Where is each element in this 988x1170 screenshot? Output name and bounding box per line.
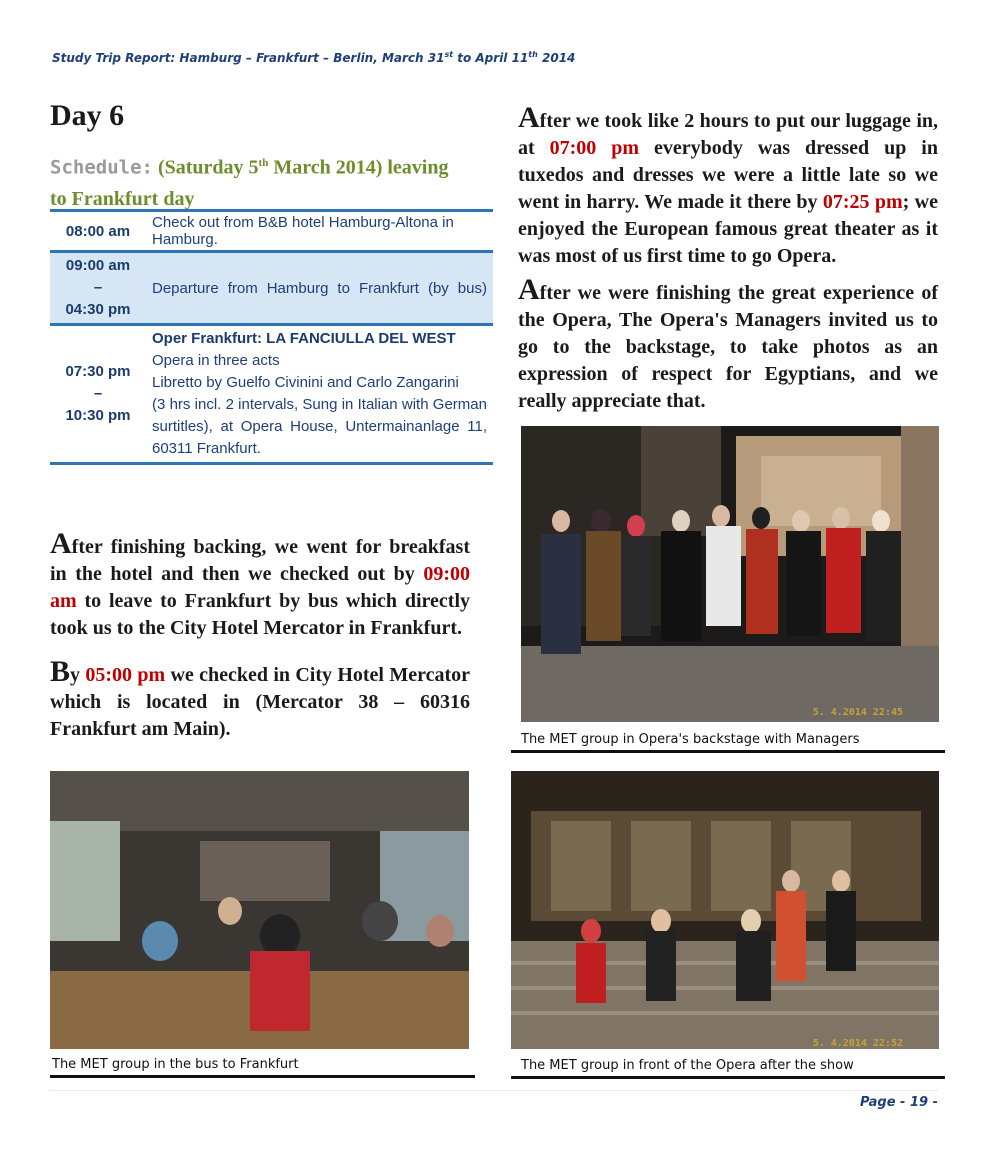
- photo-timestamp: 5. 4.2014 22:52: [812, 1038, 903, 1049]
- caption-rule: [50, 1075, 475, 1078]
- photo-caption: The MET group in front of the Opera after the show: [521, 1058, 854, 1073]
- time-cell: 08:00 am: [65, 222, 131, 240]
- photo-caption: The MET group in the bus to Frankfurt: [52, 1057, 299, 1072]
- day-title: Day 6: [50, 99, 125, 132]
- bus-photo: [50, 771, 469, 1049]
- opera-front-photo-image: [511, 771, 939, 1049]
- paragraph: By 05:00 pm we checked in City Hotel Mercator which is located in (Mercator 38 – 60316 Frankfurt am Main).: [50, 655, 471, 740]
- photo-timestamp: 5. 4.2014 22:45: [812, 707, 903, 718]
- paragraph: After finishing backing, we went for breakfast in the hotel and then we checked out by 09:00 am to leave to Frankfurt by bus which directly took us to the City Hotel Mercator in Frankfurt.: [50, 527, 470, 639]
- time-cell: 09:00 am – 04:30 pm: [50, 252, 146, 325]
- left-column: [50, 96, 470, 215]
- activity-cell: Check out from B&B hotel Hamburg-Altona in Hamburg.: [152, 214, 454, 248]
- caption-rule: [511, 1076, 945, 1079]
- table-row: [50, 252, 493, 325]
- backstage-photo-image: [521, 426, 939, 722]
- bus-photo-image: [50, 771, 469, 1049]
- footer-divider: [50, 1090, 938, 1091]
- activity-cell: Departure from Hamburg to Frankfurt (by bus): [146, 252, 493, 325]
- left-text: [50, 527, 471, 743]
- paragraph: After we took like 2 hours to put our luggage in, at 07:00 pm everybody was dressed up in tuxedos and dresses we were a little late so we went in harry. We made it there by 07:25 pm; we enjoyed the European famous great theater as it was most of us first time to go Opera.: [518, 101, 938, 267]
- caption-rule: [511, 750, 945, 753]
- schedule-heading: Schedule: (Saturday 5th March 2014) leaving to Frankfurt day: [50, 156, 449, 210]
- schedule-table: [50, 209, 493, 465]
- backstage-photo: [521, 426, 939, 722]
- activity-cell: Oper Frankfurt: LA FANCIULLA DEL WEST Opera in three acts Libretto by Guelfo Civinini and Carlo Zangarini (3 hrs incl. 2 intervals, Sung in Italian with German surtitles), at Opera House, Untermainanlage 11, 60311 Frankfurt.: [152, 330, 487, 457]
- paragraph: After we were finishing the great experience of the Opera, The Opera's Managers invited us to go to the backstage, to take photos as an expression of respect for Egyptians, and we really appreciate that.: [518, 273, 938, 412]
- opera-front-photo: [511, 771, 939, 1049]
- page-number: Page - 19 -: [859, 1095, 938, 1110]
- right-column: [518, 101, 938, 415]
- page-header: Study Trip Report: Hamburg – Frankfurt – Berlin, March 31st to April 11th 2014: [52, 50, 576, 65]
- table-row: [50, 211, 493, 252]
- table-row: [50, 325, 493, 464]
- photo-caption: The MET group in Opera's backstage with Managers: [521, 732, 860, 747]
- time-cell: 07:30 pm – 10:30 pm: [65, 363, 131, 424]
